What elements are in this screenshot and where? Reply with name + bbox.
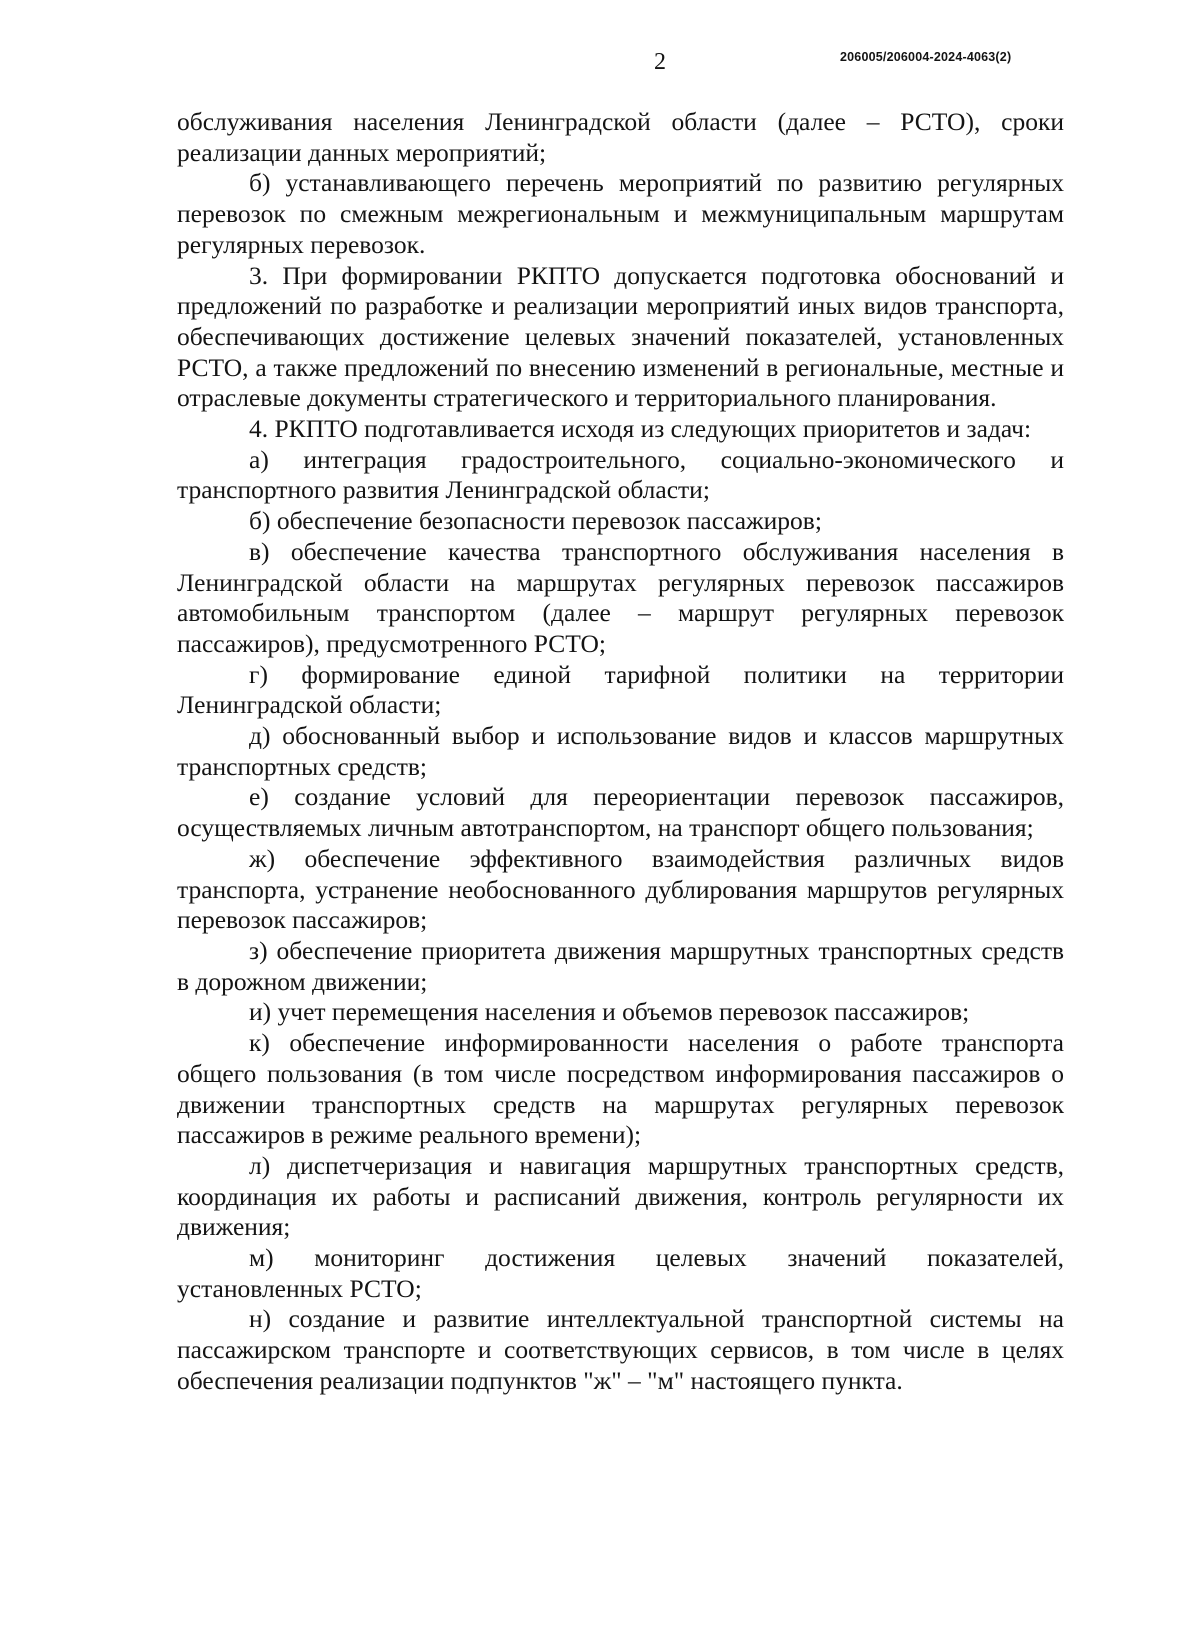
list-item-z: з) обеспечение приоритета движения маршрутных транспортных средств в дорожном движении; xyxy=(177,935,1064,996)
list-item-g: г) формирование единой тарифной политики на территории Ленинградской области; xyxy=(177,659,1064,720)
list-item-m: м) мониторинг достижения целевых значений показателей, установленных РСТО; xyxy=(177,1243,1064,1303)
list-item-e: е) создание условий для переориентации перевозок пассажиров, осуществляемых личным автотранспортом, на транспорт общего пользования; xyxy=(177,782,1064,843)
paragraph-3: 3. При формировании РКПТО допускается подготовка обоснований и предложений по разработке и реализации мероприятий иных видов транспорта, обеспечивающих достижение целевых значений показателей, установленных РСТО, а также предложений по внесению изменений в региональные, местные и отраслевые документы стратегического и территориального планирования. xyxy=(177,260,1064,413)
list-item-l: л) диспетчеризация и навигация маршрутных транспортных средств, координация их работы и расписаний движения, контроль регулярности их движения; xyxy=(177,1150,1064,1242)
list-item-a: а) интеграция градостроительного, социально-экономического и транспортного развития Ленинградской области; xyxy=(177,444,1064,505)
document-body xyxy=(177,107,1064,1397)
list-item-v: в) обеспечение качества транспортного обслуживания населения в Ленинградской области на маршрутах регулярных перевозок пассажиров автомобильным транспортом (далее – маршрут регулярных перевозок пассажиров), предусмотренного РСТО; xyxy=(177,536,1064,658)
page-number: 2 xyxy=(654,49,666,75)
list-item-b: б) обеспечение безопасности перевозок пассажиров; xyxy=(249,506,822,536)
list-item-n: н) создание и развитие интеллектуальной транспортной системы на пассажирском транспорте и соответствующих сервисов, в том числе в целях обеспечения реализации подпунктов "ж" – "м" настоящего пункта. xyxy=(177,1304,1064,1395)
paragraph-2b: б) устанавливающего перечень мероприятий по развитию регулярных перевозок по смежным межрегиональным и межмуниципальным маршрутам регулярных перевозок. xyxy=(177,168,1064,259)
list-item-i: и) учет перемещения населения и объемов перевозок пассажиров; xyxy=(249,997,970,1027)
paragraph-4: 4. РКПТО подготавливается исходя из следующих приоритетов и задач: xyxy=(249,414,1032,444)
list-item-zh: ж) обеспечение эффективного взаимодействия различных видов транспорта, устранение необоснованного дублирования маршрутов регулярных перевозок пассажиров; xyxy=(177,843,1064,935)
list-item-d: д) обоснованный выбор и использование видов и классов маршрутных транспортных средств; xyxy=(177,721,1064,781)
list-item-k: к) обеспечение информированности населения о работе транспорта общего пользования (в том числе посредством информирования пассажиров о движении транспортных средств на маршрутах регулярных перевозок пассажиров в режиме реального времени); xyxy=(177,1028,1064,1150)
paragraph-intro-continuation: обслуживания населения Ленинградской области (далее – РСТО), сроки реализации данных мероприятий; xyxy=(177,107,1064,167)
document-id: 206005/206004-2024-4063(2) xyxy=(840,50,1012,64)
